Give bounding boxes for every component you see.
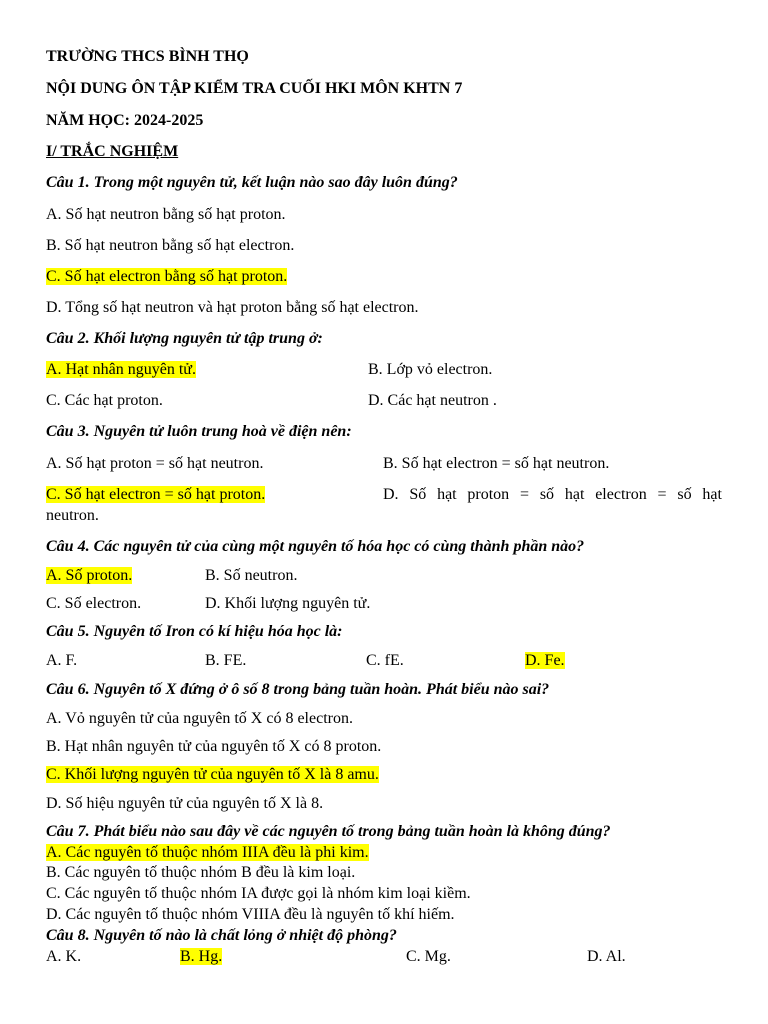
q3-option-b: B. Số hạt electron = số hạt neutron. xyxy=(383,455,610,472)
school-year: NĂM HỌC: 2024-2025 xyxy=(46,112,204,129)
q5-option-a: A. F. xyxy=(46,652,78,669)
q7-option-d: D. Các nguyên tố thuộc nhóm VIIIA đều là nguyên tố khí hiếm. xyxy=(46,906,455,923)
q3-option-c-highlighted: C. Số hạt electron = số hạt proton. xyxy=(46,486,266,503)
question-5: Câu 5. Nguyên tố Iron có kí hiệu hóa học là: xyxy=(46,623,343,640)
q7-option-a-highlighted: A. Các nguyên tố thuộc nhóm IIIA đều là phi kim. xyxy=(46,844,369,861)
q4-option-a-highlighted: A. Số proton. xyxy=(46,567,133,584)
q6-option-d: D. Số hiệu nguyên tử của nguyên tố X là 8. xyxy=(46,795,324,812)
q2-option-a-highlighted: A. Hạt nhân nguyên tử. xyxy=(46,361,196,378)
q7-option-c: C. Các nguyên tố thuộc nhóm IA được gọi là nhóm kim loại kiềm. xyxy=(46,885,471,902)
q5-option-c: C. fE. xyxy=(366,652,404,669)
question-1: Câu 1. Trong một nguyên tử, kết luận nào sao đây luôn đúng? xyxy=(46,174,458,191)
q2-option-b: B. Lớp vỏ electron. xyxy=(368,361,493,378)
q3-option-d-word: số xyxy=(677,486,692,503)
q3-option-d-word: D. xyxy=(383,486,399,503)
question-3: Câu 3. Nguyên tử luôn trung hoà về điện nên: xyxy=(46,423,352,440)
question-6: Câu 6. Nguyên tố X đứng ở ô số 8 trong bảng tuần hoàn. Phát biểu nào sai? xyxy=(46,681,550,698)
q4-option-d: D. Khối lượng nguyên tử. xyxy=(205,595,371,612)
q3-option-d-word: = xyxy=(519,486,530,503)
q8-option-d: D. Al. xyxy=(587,948,626,965)
q8-option-b-highlighted: B. Hg. xyxy=(180,948,223,965)
school-name: TRƯỜNG THCS BÌNH THỌ xyxy=(46,48,249,65)
q6-option-c-highlighted: C. Khối lượng nguyên tử của nguyên tố X là 8 amu. xyxy=(46,766,379,783)
q1-option-d: D. Tổng số hạt neutron và hạt proton bằng số hạt electron. xyxy=(46,299,419,316)
q4-option-b: B. Số neutron. xyxy=(205,567,298,584)
q2-option-c: C. Các hạt proton. xyxy=(46,392,163,409)
question-2: Câu 2. Khối lượng nguyên tử tập trung ở: xyxy=(46,330,323,347)
q6-option-b: B. Hạt nhân nguyên tử của nguyên tố X có 8 proton. xyxy=(46,738,382,755)
document-title: NỘI DUNG ÔN TẬP KIỂM TRA CUỐI HKI MÔN KHTN 7 xyxy=(46,80,463,97)
q1-option-a: A. Số hạt neutron bằng số hạt proton. xyxy=(46,206,286,223)
q3-option-d-word: hạt xyxy=(702,486,722,503)
q3-option-d-word: = xyxy=(657,486,667,503)
q3-option-d-word: hạt xyxy=(437,486,457,503)
q2-option-d: D. Các hạt neutron . xyxy=(368,392,497,409)
q1-option-c-highlighted: C. Số hạt electron bằng số hạt proton. xyxy=(46,268,288,285)
question-8: Câu 8. Nguyên tố nào là chất lỏng ở nhiệt độ phòng? xyxy=(46,927,397,944)
question-4: Câu 4. Các nguyên tử của cùng một nguyên tố hóa học có cùng thành phần nào? xyxy=(46,538,585,555)
q5-option-b: B. FE. xyxy=(205,652,247,669)
q7-option-b: B. Các nguyên tố thuộc nhóm B đều là kim loại. xyxy=(46,864,356,881)
q1-option-b: B. Số hạt neutron bằng số hạt electron. xyxy=(46,237,295,254)
q6-option-a: A. Vỏ nguyên tử của nguyên tố X có 8 electron. xyxy=(46,710,353,727)
q3-option-d-word: Số xyxy=(409,486,427,503)
q3-option-d-word: số xyxy=(539,486,555,503)
q3-option-d-word: hạt xyxy=(564,486,585,503)
q3-option-d-word: proton xyxy=(467,486,510,503)
q8-option-a: A. K. xyxy=(46,948,82,965)
q8-option-c: C. Mg. xyxy=(406,948,451,965)
q5-option-d-highlighted: D. Fe. xyxy=(525,652,565,669)
q3-option-d xyxy=(383,485,722,505)
q3-option-d-word: electron xyxy=(595,486,647,503)
section-heading: I/ TRẮC NGHIỆM xyxy=(46,143,179,160)
q3-option-d-continued: neutron. xyxy=(46,507,99,524)
q3-option-a: A. Số hạt proton = số hạt neutron. xyxy=(46,455,264,472)
q4-option-c: C. Số electron. xyxy=(46,595,142,612)
question-7: Câu 7. Phát biểu nào sau đây về các nguyên tố trong bảng tuần hoàn là không đúng? xyxy=(46,823,611,840)
